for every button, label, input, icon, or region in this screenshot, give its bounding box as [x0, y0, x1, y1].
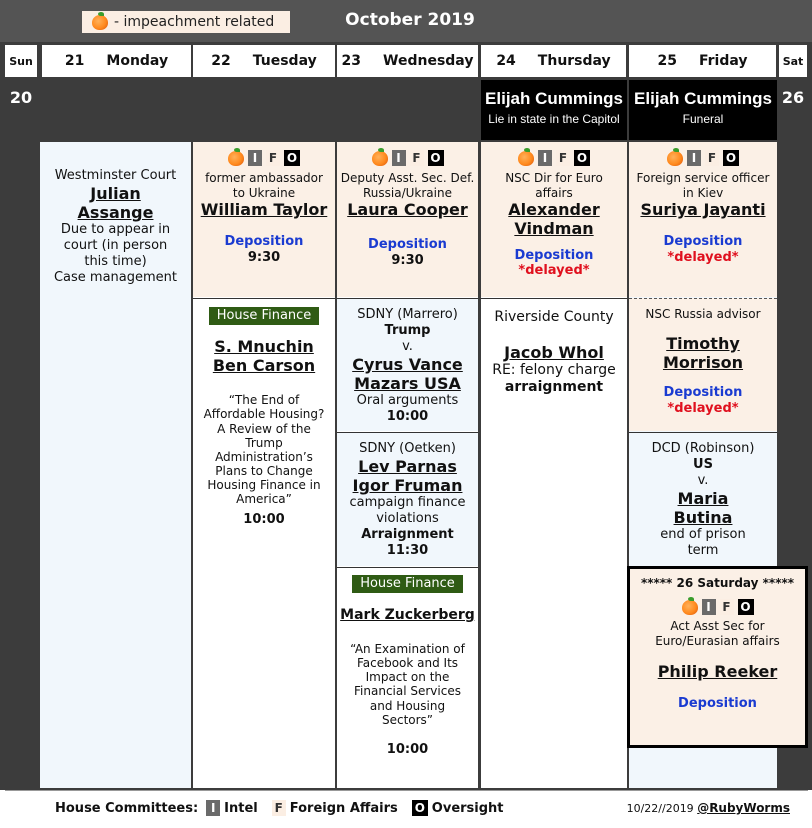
event-name: Maria	[677, 488, 729, 508]
event-name: Igor Fruman	[352, 476, 463, 496]
author-handle[interactable]: @RubyWorms	[697, 801, 790, 815]
header-thursday: 24 Thursday	[481, 45, 626, 77]
peach-icon	[667, 151, 683, 166]
committee-badges: I F O	[481, 150, 627, 166]
committee-badges: I F O	[630, 599, 805, 615]
event-name: Butina	[673, 507, 733, 527]
event-mnuchin-carson[interactable]: House Finance S. Mnuchin Ben Carson “The End of Affordable Housing? A Review of the Trump Administration’s Plans to Change Housing Finance in America” 10:00	[193, 298, 335, 548]
event-parnas-fruman[interactable]: SDNY (Oetken) Lev Parnas Igor Fruman campaign finance violations Arraignment 11:30	[337, 432, 478, 566]
peach-icon	[518, 151, 534, 166]
header-monday: 21 Monday	[42, 45, 191, 77]
header-sat: Sat	[779, 45, 807, 77]
event-name: Lev Parnas	[358, 456, 457, 476]
committee-badges: I F O	[337, 150, 478, 166]
committee-badges: I F O	[193, 150, 335, 166]
legend-label: - impeachment related	[114, 14, 275, 30]
footer-date: 10/22//2019	[626, 802, 694, 815]
event-name: William Taylor	[200, 200, 328, 220]
event-taylor[interactable]: I F O former ambassador to Ukraine William Taylor Deposition 9:30	[193, 142, 335, 297]
header-sun: Sun	[5, 45, 37, 77]
event-cooper[interactable]: I F O Deputy Asst. Sec. Def. Russia/Ukraine Laura Cooper Deposition 9:30	[337, 142, 478, 297]
saturday-date: 26	[781, 88, 805, 107]
event-name: Suriya Jayanti	[640, 200, 766, 220]
event-zuckerberg[interactable]: House Finance Mark Zuckerberg “An Examination of Facebook and Its Impact on the Financial Services and Housing Sectors” 10:00	[337, 567, 478, 788]
impeachment-legend	[82, 11, 290, 33]
month-title: October 2019	[345, 10, 475, 30]
peach-icon	[228, 151, 244, 166]
event-vance[interactable]: SDNY (Marrero) Trump v. Cyrus Vance Mazars USA Oral arguments 10:00	[337, 298, 478, 431]
committee-legend: House Committees: I Intel F Foreign Affairs O Oversight	[55, 800, 504, 816]
event-name: Julian	[90, 183, 141, 203]
header-wednesday: 23 Wednesday	[337, 45, 478, 77]
event-name: Vindman	[514, 219, 594, 239]
event-butina[interactable]: DCD (Robinson) US v. Maria Butina end of prison term	[629, 432, 777, 566]
event-name: Cyrus Vance	[352, 354, 463, 374]
house-finance-tag: House Finance	[352, 575, 463, 593]
sunday-column	[5, 80, 37, 788]
event-name: Timothy	[666, 333, 740, 353]
event-name: Morrison	[662, 352, 744, 372]
event-name: Assange	[77, 203, 154, 223]
sunday-date: 20	[9, 88, 33, 107]
peach-icon	[682, 600, 698, 615]
house-finance-tag: House Finance	[209, 307, 320, 325]
banner-friday: Elijah Cummings Funeral	[629, 80, 777, 140]
event-name: Laura Cooper	[347, 200, 468, 220]
banner-empty	[40, 80, 479, 140]
event-name: S. Mnuchin	[214, 336, 314, 356]
event-name: Alexander	[508, 200, 600, 220]
header-tuesday: 22 Tuesday	[193, 45, 335, 77]
event-name: Mazars USA	[354, 373, 461, 393]
banner-thursday: Elijah Cummings Lie in state in the Capitol	[481, 80, 627, 140]
saturday-header: ***** 26 Saturday *****	[640, 576, 795, 590]
event-name: Philip Reeker	[657, 662, 778, 682]
event-reeker[interactable]: ***** 26 Saturday ***** I F O Act Asst Sec for Euro/Eurasian affairs Philip Reeker Deposition	[627, 566, 808, 748]
event-name: Mark Zuckerberg	[340, 606, 475, 623]
event-name: Ben Carson	[212, 356, 316, 376]
event-jayanti[interactable]: I F O Foreign service officer in Kiev Suriya Jayanti Deposition *delayed*	[629, 142, 777, 297]
footer	[5, 790, 808, 824]
event-vindman[interactable]: I F O NSC Dir for Euro affairs Alexander Vindman Deposition *delayed*	[481, 142, 627, 297]
event-assange[interactable]: Westminster Court Julian Assange Due to appear in court (in person this time) Case management	[40, 168, 191, 298]
committee-badges: I F O	[629, 150, 777, 166]
peach-icon	[92, 15, 108, 30]
peach-icon	[372, 151, 388, 166]
event-name: Jacob Whol	[504, 343, 604, 363]
event-morrison[interactable]: NSC Russia advisor Timothy Morrison Deposition *delayed*	[629, 298, 777, 431]
header-friday: 25 Friday	[629, 45, 776, 77]
credit	[627, 801, 790, 815]
event-whol[interactable]: Riverside County Jacob Whol RE: felony charge arraignment	[481, 298, 627, 418]
